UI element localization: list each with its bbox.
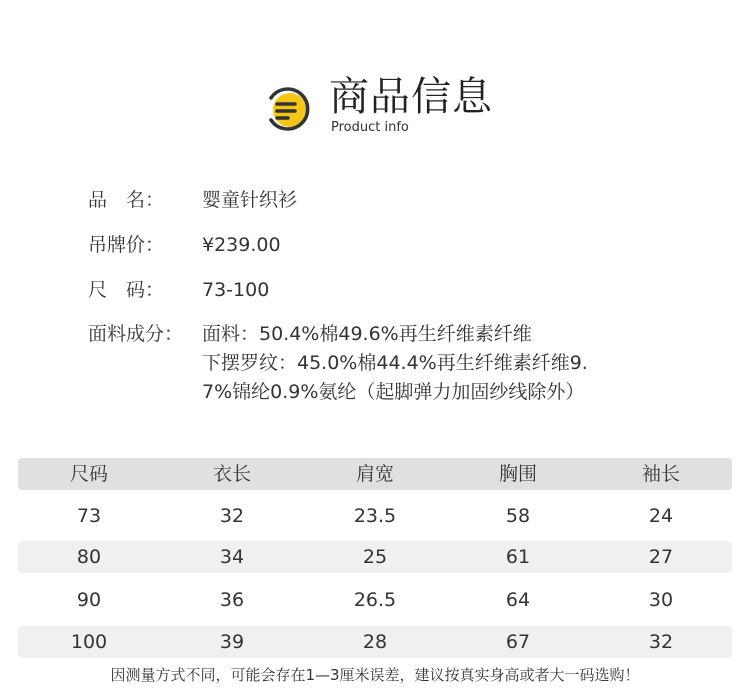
material-line-1: 面料：50.4%棉49.6%再生纤维素纤维 (202, 323, 532, 345)
table-cell: 32 (648, 631, 674, 653)
table-cell: 100 (70, 631, 108, 653)
table-cell: 32 (219, 505, 245, 527)
table-header-cell: 衣长 (212, 463, 251, 485)
size-label: 尺 码： (88, 279, 165, 301)
table-header-row (18, 458, 732, 490)
page-title: 商品信息 (329, 74, 493, 120)
name-value: 婴童针织衫 (202, 189, 298, 211)
document-lines-icon (263, 84, 313, 134)
table-header-cell: 袖长 (641, 463, 680, 485)
table-header-cell: 肩宽 (355, 463, 394, 485)
table-row (18, 500, 732, 532)
table-cell: 25 (362, 546, 388, 568)
name-label: 品 名： (88, 189, 165, 211)
table-cell: 36 (219, 589, 245, 611)
table-cell: 61 (505, 546, 531, 568)
page-subtitle: Product info (331, 120, 409, 135)
table-cell: 73 (76, 505, 102, 527)
table-header-cell: 尺码 (69, 463, 108, 485)
section-header (263, 74, 523, 138)
table-cell: 26.5 (353, 589, 397, 611)
table-cell: 23.5 (353, 505, 397, 527)
table-cell: 64 (505, 589, 531, 611)
table-row (18, 584, 732, 616)
material-line-3: 7%锦纶0.9%氨纶（起脚弹力加固纱线除外） (202, 381, 585, 403)
price-label: 吊牌价： (88, 234, 165, 256)
table-cell: 28 (362, 631, 388, 653)
table-cell: 30 (648, 589, 674, 611)
table-cell: 39 (219, 631, 245, 653)
material-line-2: 下摆罗纹：45.0%棉44.4%再生纤维素纤维9. (202, 352, 588, 374)
material-label: 面料成分： (88, 323, 184, 345)
table-header-cell: 胸围 (498, 463, 537, 485)
table-cell: 24 (648, 505, 674, 527)
table-cell: 80 (76, 546, 102, 568)
price-value: ¥239.00 (202, 234, 281, 256)
measurement-note: 因测量方式不同，可能会存在1—3厘米误差，建议按真实身高或者大一码选购！ (110, 666, 640, 684)
table-cell: 27 (648, 546, 674, 568)
table-row (18, 541, 732, 573)
table-cell: 34 (219, 546, 245, 568)
table-row (18, 626, 732, 658)
size-value: 73-100 (202, 279, 270, 301)
table-cell: 90 (76, 589, 102, 611)
table-cell: 67 (505, 631, 531, 653)
table-cell: 58 (505, 505, 531, 527)
